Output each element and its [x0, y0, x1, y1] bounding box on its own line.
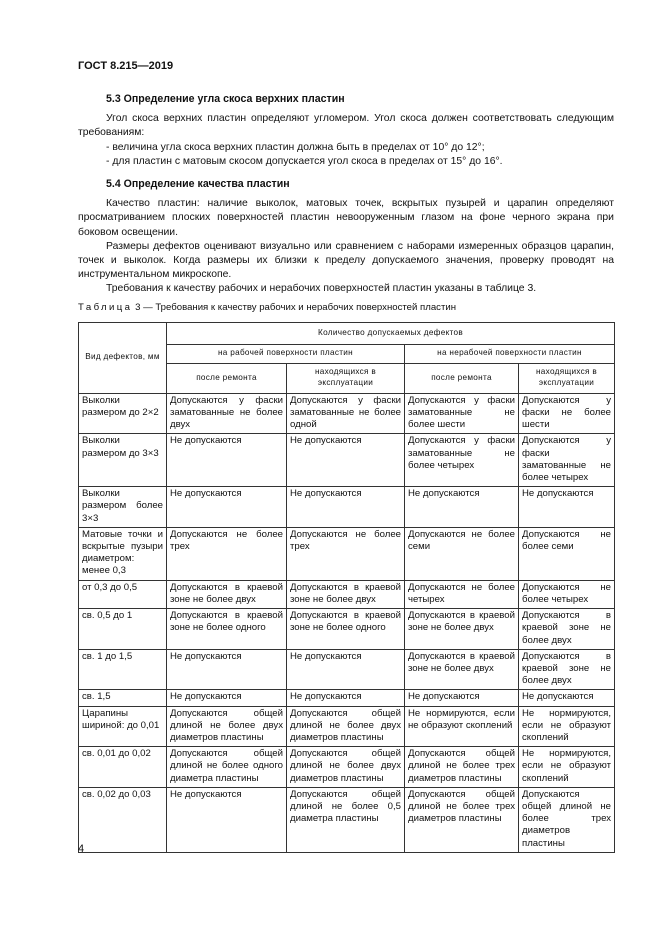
- section-5-4-paragraph: Качество пластин: наличие выколок, матовых точек, вскрытых пузырей и царапин определяют просматриванием плоских поверхностей пластин невооруженным глазом на фоне черного экрана при боковом освещении.: [78, 198, 614, 238]
- table-caption-number: 3: [135, 301, 141, 313]
- table-cell: Допускаются в краевой зоне не более двух: [287, 580, 405, 608]
- table-cell: св. 1,5: [79, 690, 167, 706]
- table-cell: Допускаются у фаски заматованные не более четырех: [519, 434, 615, 487]
- table-cell: Не допускаются: [167, 434, 287, 487]
- page-number: 4: [78, 843, 85, 855]
- section-5-4-paragraph: Размеры дефектов оценивают визуально или сравнением с наборами измеренных образцов царапин, точек и выколок. Когда размеры их близки к пределу допускаемого значения, проверку проводят на инструментальном микроскопе.: [78, 240, 614, 281]
- table-cell: Допускаются в краевой зоне не более одного: [167, 609, 287, 650]
- table-cell: Допускаются не более трех: [287, 527, 405, 580]
- table-cell: св. 1 до 1,5: [79, 649, 167, 690]
- table-row: [79, 393, 615, 434]
- table-cell: Допускаются в краевой зоне не более двух: [519, 609, 615, 650]
- table-cell: Допускаются общей длиной не более трех диаметров пластины: [405, 747, 519, 788]
- table-cell: Не допускаются: [405, 690, 519, 706]
- table-cell: Допускаются общей длиной не более одного диаметра пластины: [167, 747, 287, 788]
- table-row: [79, 580, 615, 608]
- header-nonworking-surface: на нерабочей поверхности пластин: [405, 344, 615, 363]
- header-working-surface: на рабочей поверхности пластин: [167, 344, 405, 363]
- table-cell: Допускаются общей длиной не более двух диаметров пластины: [287, 706, 405, 747]
- table-cell: Допускаются общей длиной не более двух диаметров пластины: [167, 706, 287, 747]
- table-row: [79, 527, 615, 580]
- table-caption-label: Таблица: [78, 301, 133, 313]
- table-cell: Матовые точки и вскрытые пузыри диаметром: менее 0,3: [79, 527, 167, 580]
- table-row: [79, 487, 615, 528]
- table-cell: Допускаются в краевой зоне не более двух: [167, 580, 287, 608]
- requirements-table: [78, 322, 615, 853]
- table-cell: Допускаются не более четырех: [519, 580, 615, 608]
- table-cell: Допускаются общей длиной не более трех диаметров пластины: [519, 787, 615, 852]
- table-cell: Выколки размером до 2×2: [79, 393, 167, 434]
- table-cell: Допускаются у фаски заматованные не более одной: [287, 393, 405, 434]
- table-cell: Допускаются у фаски заматованные не более двух: [167, 393, 287, 434]
- table-cell: Выколки размером более 3×3: [79, 487, 167, 528]
- header-in-service: находящихся в эксплуатации: [287, 363, 405, 393]
- list-item: - величина угла скоса верхних пластин должна быть в пределах от 10° до 12°;: [106, 141, 485, 153]
- table-cell: Допускаются у фаски заматованные не более четырех: [405, 434, 519, 487]
- header-after-repair: после ремонта: [167, 363, 287, 393]
- table-row: [79, 434, 615, 487]
- header-defect-type: Вид дефектов, мм: [79, 322, 167, 393]
- table-cell: св. 0,5 до 1: [79, 609, 167, 650]
- table-cell: Не допускаются: [167, 487, 287, 528]
- table-cell: Выколки размером до 3×3: [79, 434, 167, 487]
- table-cell: Допускаются не более четырех: [405, 580, 519, 608]
- header-allowed-count: Количество допускаемых дефектов: [167, 322, 615, 344]
- table-cell: Не допускаются: [287, 434, 405, 487]
- table-cell: Не допускаются: [405, 487, 519, 528]
- table-cell: Не допускаются: [287, 690, 405, 706]
- table-cell: Допускаются не более семи: [405, 527, 519, 580]
- list-item: - для пластин с матовым скосом допускается угол скоса в пределах от 15° до 16°.: [106, 155, 503, 167]
- table-cell: Не допускаются: [287, 649, 405, 690]
- table-row: [79, 706, 615, 747]
- section-5-3-paragraph: Угол скоса верхних пластин определяют угломером. Угол скоса должен соответствовать следующим требованиям:: [78, 113, 614, 139]
- table-cell: Допускаются общей длиной не более 0,5 диаметра пластины: [287, 787, 405, 852]
- section-5-4-heading: 5.4 Определение качества пластин: [106, 178, 290, 191]
- table-row: [79, 690, 615, 706]
- header-after-repair: после ремонта: [405, 363, 519, 393]
- table-cell: Допускаются общей длиной не более двух диаметров пластины: [287, 747, 405, 788]
- table-caption: [78, 301, 614, 315]
- table-cell: Не нормируются, если не образуют скоплений: [519, 706, 615, 747]
- table-cell: св. 0,01 до 0,02: [79, 747, 167, 788]
- table-row: [79, 747, 615, 788]
- table-cell: Не допускаются: [167, 690, 287, 706]
- table-cell: Не допускаются: [167, 787, 287, 852]
- table-cell: Не нормируются, если не образуют скоплений: [405, 706, 519, 747]
- section-5-4-paragraph: Требования к качеству рабочих и нерабочих поверхностей пластин указаны в таблице 3.: [106, 283, 537, 295]
- table-cell: Допускаются не более семи: [519, 527, 615, 580]
- document-id: ГОСТ 8.215—2019: [78, 60, 174, 72]
- table-cell: Допускаются в краевой зоне не более двух: [519, 649, 615, 690]
- table-cell: Допускаются общей длиной не более трех диаметров пластины: [405, 787, 519, 852]
- table-cell: Допускаются не более трех: [167, 527, 287, 580]
- header-in-service: находящихся в эксплуатации: [519, 363, 615, 393]
- table-cell: св. 0,02 до 0,03: [79, 787, 167, 852]
- table-caption-text: — Требования к качеству рабочих и нерабочих поверхностей пластин: [140, 301, 456, 313]
- table-cell: Допускаются в краевой зоне не более двух: [405, 649, 519, 690]
- table-cell: от 0,3 до 0,5: [79, 580, 167, 608]
- section-5-3-heading: 5.3 Определение угла скоса верхних пластин: [106, 93, 345, 105]
- table-cell: Допускаются у фаски не более шести: [519, 393, 615, 434]
- table-cell: Не допускаются: [519, 690, 615, 706]
- table-row: [79, 649, 615, 690]
- table-cell: Допускаются в краевой зоне не более двух: [405, 609, 519, 650]
- table-cell: Не допускаются: [287, 487, 405, 528]
- table-cell: Допускаются у фаски заматованные не более шести: [405, 393, 519, 434]
- table-cell: Не допускаются: [519, 487, 615, 528]
- table-row: [79, 609, 615, 650]
- table-cell: Не нормируются, если не образуют скоплений: [519, 747, 615, 788]
- page-content: [78, 92, 614, 853]
- table-cell: Царапины шириной: до 0,01: [79, 706, 167, 747]
- table-row: [79, 787, 615, 852]
- table-cell: Допускаются в краевой зоне не более одного: [287, 609, 405, 650]
- table-cell: Не допускаются: [167, 649, 287, 690]
